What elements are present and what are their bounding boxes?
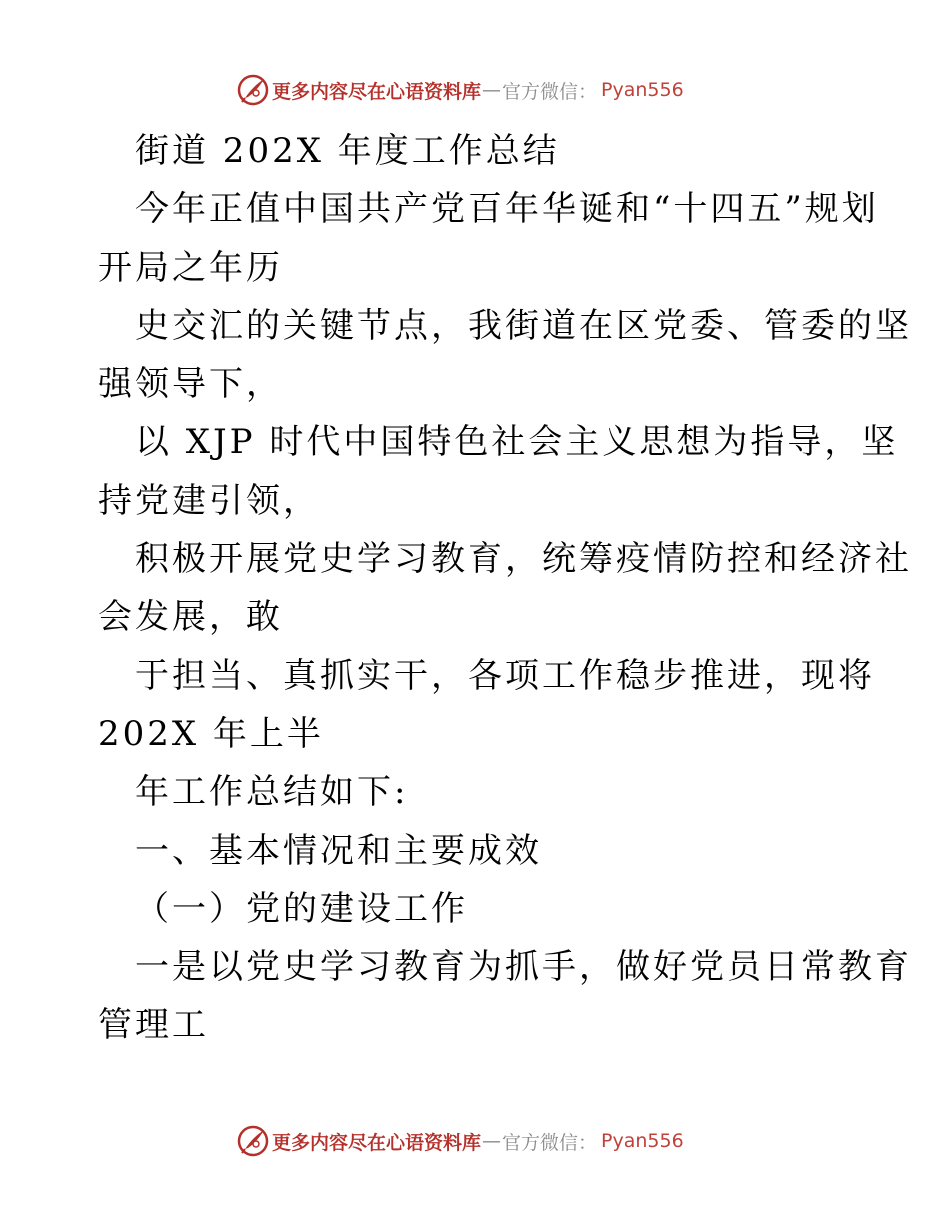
paragraph-line: 会发展，敢 bbox=[98, 597, 283, 638]
paragraph-line: 持党建引领， bbox=[98, 480, 320, 521]
paragraph-line: 202X 年上半 bbox=[98, 713, 324, 754]
quill-pen-logo-icon bbox=[236, 1124, 270, 1158]
paragraph-line: 今年正值中国共产党百年华诞和“十四五”规划 bbox=[135, 189, 879, 230]
watermark-contact-label: 官方微信： bbox=[502, 80, 598, 103]
paragraph-line: 一、基本情况和主要成效 bbox=[135, 830, 542, 871]
paragraph-line: 以 XJP 时代中国特色社会主义思想为指导，坚 bbox=[135, 422, 899, 463]
watermark-wechat-handle: Pyan556 bbox=[601, 79, 684, 101]
paragraph-line: 强领导下， bbox=[98, 364, 283, 405]
paragraph-line: 年工作总结如下: bbox=[135, 772, 409, 813]
paragraph-line: 于担当、真抓实干，各项工作稳步推进，现将 bbox=[135, 655, 875, 696]
document-title: 街道 202X 年度工作总结 bbox=[135, 131, 560, 171]
paragraph-line: 积极开展党史学习教育，统筹疫情防控和经济社 bbox=[135, 539, 912, 580]
quill-pen-logo-icon bbox=[236, 73, 270, 107]
watermark-brand-text: 更多内容尽在心语资料库 bbox=[272, 1131, 482, 1154]
paragraph-line: 管理工 bbox=[98, 1005, 209, 1046]
paragraph-line: 一是以党史学习教育为抓手，做好党员日常教育 bbox=[135, 947, 912, 988]
watermark-wechat-handle: Pyan556 bbox=[601, 1130, 684, 1152]
watermark-brand-text: 更多内容尽在心语资料库 bbox=[272, 80, 482, 103]
watermark-separator: — bbox=[482, 1130, 502, 1152]
header-watermark bbox=[236, 73, 684, 107]
watermark-contact-label: 官方微信： bbox=[502, 1131, 598, 1154]
document-body bbox=[98, 122, 912, 1055]
watermark-separator: — bbox=[482, 79, 502, 101]
paragraph-line: 开局之年历 bbox=[98, 247, 283, 288]
paragraph-line: 史交汇的关键节点，我街道在区党委、管委的坚 bbox=[135, 305, 912, 346]
footer-watermark bbox=[236, 1124, 684, 1158]
paragraph-line: （一）党的建设工作 bbox=[135, 888, 468, 929]
